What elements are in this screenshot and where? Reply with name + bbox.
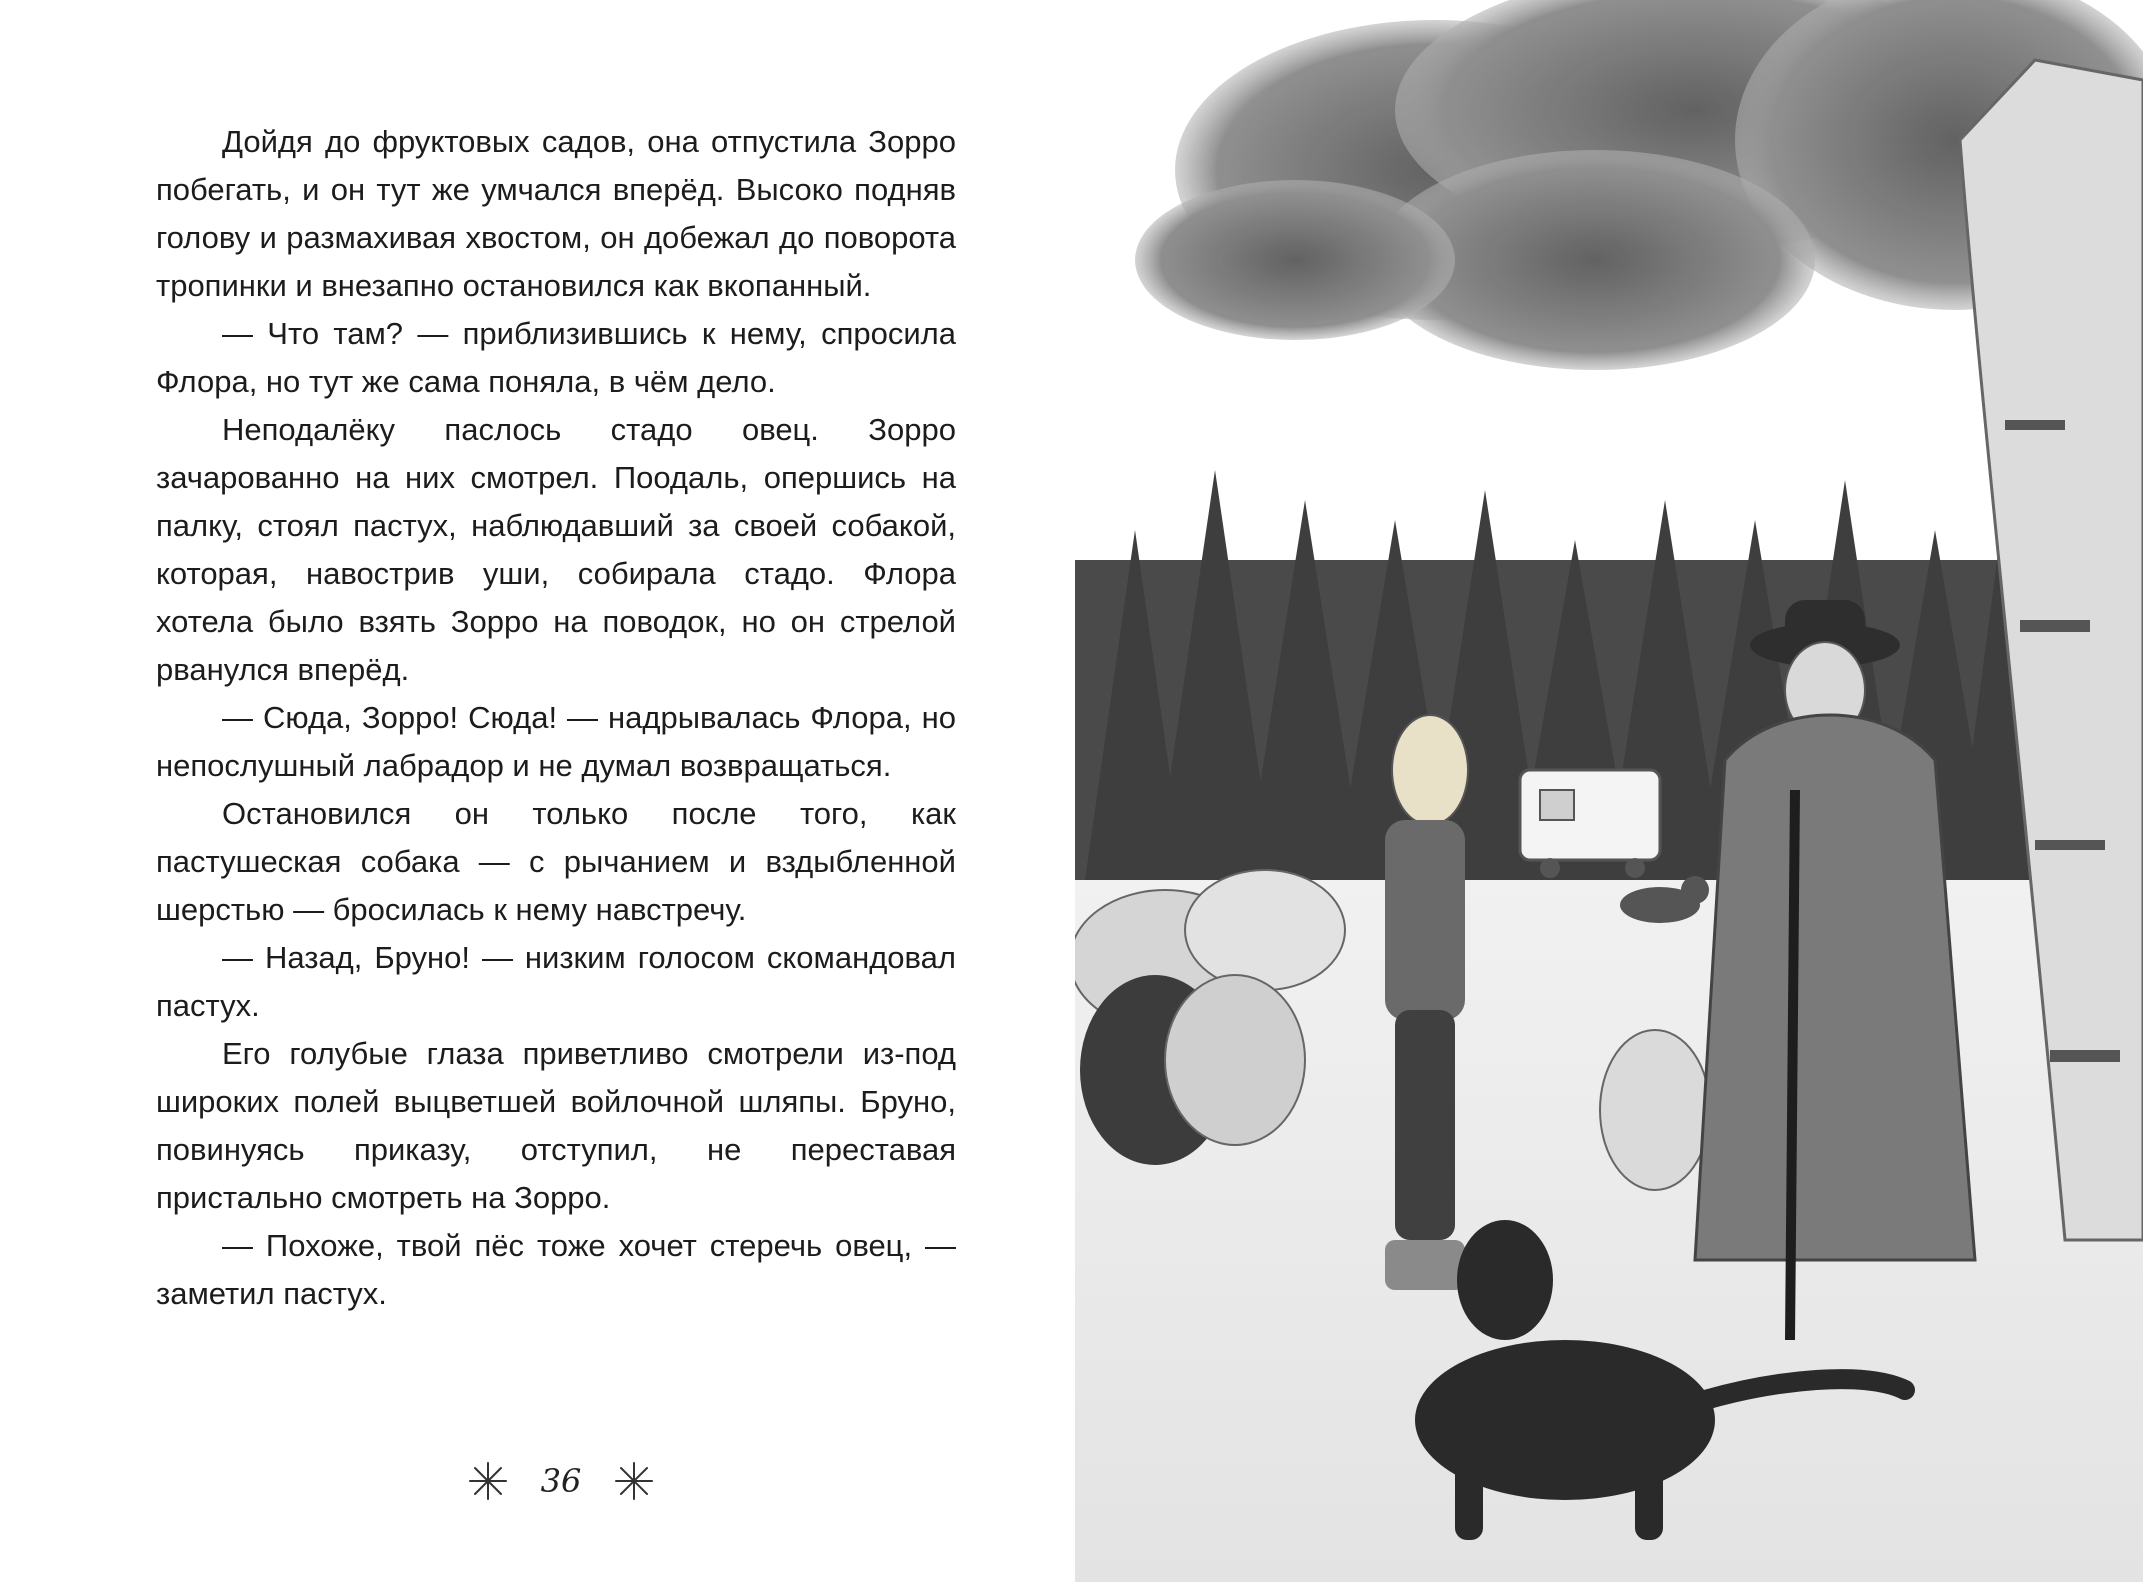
text-column <box>156 118 956 1318</box>
paragraph-8: — Похоже, твой пёс тоже хочет стеречь овец, — заметил пастух. <box>156 1228 956 1311</box>
illustration-drawing <box>1075 0 2143 1582</box>
paragraph-4: — Сюда, Зорро! Сюда! — надрывалась Флора, но непослушный лабрадор и не думал возвращаться. <box>156 700 956 783</box>
paragraph-7: Его голубые глаза приветливо смотрели из-под широких полей выцветшей войлочной шляпы. Бруно, повинуясь приказу, отступил, не переставая пристально смотреть на Зорро. <box>156 1036 956 1215</box>
shepherd-illustration <box>1075 0 2143 1582</box>
paragraph-3: Неподалёку паслось стадо овец. Зорро зачарованно на них смотрел. Поодаль, опершись на палку, стоял пастух, наблюдавший за своей собакой, которая, навострив уши, собирала стадо. Флора хотела было взять Зорро на поводок, но он стрелой рванулся вперёд. <box>156 412 956 687</box>
page-number-footer <box>466 1456 656 1506</box>
paragraph-6: — Назад, Бруно! — низким голосом скомандовал пастух. <box>156 940 956 1023</box>
starburst-ornament-icon <box>466 1459 510 1503</box>
starburst-ornament-icon <box>612 1459 656 1503</box>
paragraph-5: Остановился он только после того, как пастушеская собака — с рычанием и вздыбленной шерстью — бросилась к нему навстречу. <box>156 796 956 927</box>
paragraph-1: Дойдя до фруктовых садов, она отпустила Зорро побегать, и он тут же умчался вперёд. Высоко подняв голову и размахивая хвостом, он добежал до поворота тропинки и внезапно остановился как вкопанный. <box>156 124 956 303</box>
page-number: 36 <box>540 1462 582 1500</box>
paragraph-2: — Что там? — приблизившись к нему, спросила Флора, но тут же сама поняла, в чём дело. <box>156 316 956 399</box>
